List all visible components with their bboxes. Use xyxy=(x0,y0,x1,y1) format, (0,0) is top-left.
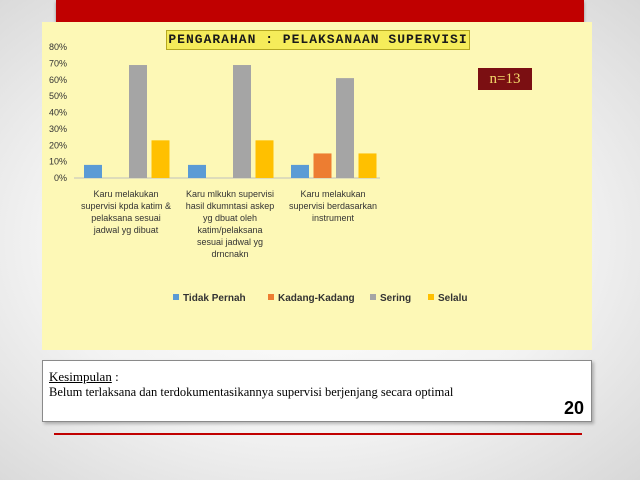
category-label-line: instrument xyxy=(311,213,355,223)
category-label-line: jadwal yg dibuat xyxy=(93,225,159,235)
chart-title: PENGARAHAN : PELAKSANAAN SUPERVISI xyxy=(166,30,470,50)
y-tick-label: 60% xyxy=(48,74,67,85)
conclusion-text: Belum terlaksana dan terdokumentasikannya supervisi berjenjang secara optimal xyxy=(49,385,454,399)
category-label-line: supervisi kpda katim & xyxy=(80,201,172,211)
y-tick-label: 10% xyxy=(48,156,67,167)
y-tick-label: 20% xyxy=(48,140,67,151)
bars xyxy=(84,65,377,178)
bar xyxy=(129,65,147,178)
bar xyxy=(188,165,206,178)
legend-swatch xyxy=(173,294,179,300)
x-axis-labels xyxy=(81,189,377,259)
legend-label: Kadang-Kadang xyxy=(278,293,355,304)
category-label-line: Karu mlkukn supervisi xyxy=(185,189,275,199)
legend-label: Sering xyxy=(380,293,412,304)
bar xyxy=(336,78,354,178)
category-label-line: supervisi berdasarkan xyxy=(288,201,378,211)
y-tick-label: 30% xyxy=(48,123,67,134)
y-tick-label: 70% xyxy=(48,58,67,69)
y-tick-label: 40% xyxy=(48,107,67,118)
conclusion-box xyxy=(42,360,592,422)
bar xyxy=(359,153,377,178)
legend-label: Selalu xyxy=(438,293,468,304)
category-label-line: drncnakn xyxy=(211,249,249,259)
category-label-line: pelaksana sesuai xyxy=(91,213,161,223)
category-label xyxy=(81,189,171,235)
category-label-line: Karu melakukan xyxy=(93,189,159,199)
bar xyxy=(233,65,251,178)
bar xyxy=(314,153,332,178)
bar xyxy=(84,165,102,178)
conclusion-heading-word: Kesimpulan xyxy=(49,369,112,384)
legend xyxy=(173,293,467,304)
conclusion-heading-colon: : xyxy=(111,369,119,384)
y-tick-label: 80% xyxy=(48,42,67,52)
y-tick-label: 50% xyxy=(48,91,67,102)
sample-size-badge: n=13 xyxy=(478,68,532,90)
conclusion-heading xyxy=(49,369,119,385)
category-label-line: katim/pelaksana xyxy=(197,225,263,235)
bar xyxy=(152,140,170,178)
category-label-line: Karu melakukan xyxy=(300,189,366,199)
category-label xyxy=(289,189,377,223)
category-label-line: hasil dkumntasi askep xyxy=(185,201,275,211)
bottom-accent-line xyxy=(54,433,582,435)
y-tick-label: 0% xyxy=(53,173,67,183)
page-number: 20 xyxy=(563,398,584,418)
legend-swatch xyxy=(268,294,274,300)
legend-label: Tidak Pernah xyxy=(183,293,246,304)
category-label xyxy=(186,189,275,259)
bar xyxy=(256,140,274,178)
bar xyxy=(291,165,309,178)
category-label-line: sesuai jadwal yg xyxy=(196,237,264,247)
legend-swatch xyxy=(428,294,434,300)
legend-swatch xyxy=(370,294,376,300)
category-label-line: yg dbuat oleh xyxy=(202,213,258,223)
